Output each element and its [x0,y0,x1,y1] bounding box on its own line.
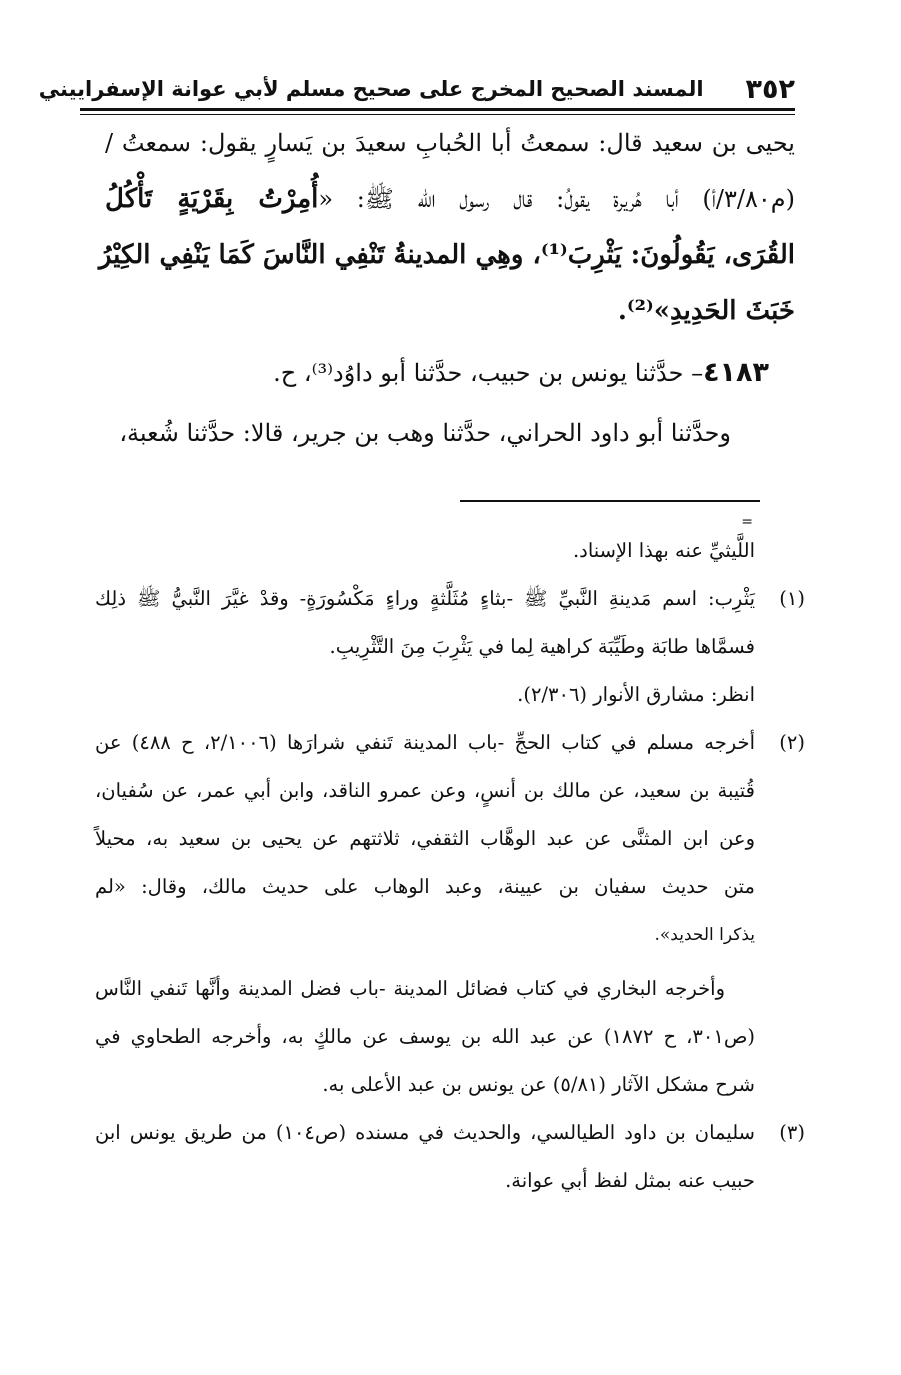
footnote-2-line-4: متن حديث سفيان بن عيينة، وعبد الوهاب على حديث مالك، وقال: «لم [95,875,755,898]
footnote-2-line-6: وأخرجه البخاري في كتاب فضائل المدينة -باب فضل المدينة وأنَّها تَنفي النَّاس [95,977,725,1000]
footnote-1-line-3: انظر: مشارق الأنوار (٢/٣٠٦). [517,683,755,706]
hadith-text-line-3: القُرَى، يَقُولُونَ: يَثْرِبَ⁽¹⁾، وهِي المدينةُ تَنْفِي النَّاسَ كَمَا يَنْفِي الكِيْرُ [98,240,795,270]
hadith-isnad-1: – حدَّثنا يونس بن حبيب، حدَّثنا أبو داوُد⁽³⁾، ح. [273,359,704,387]
hadith-number: ٤١٨٣ [703,357,769,388]
footnote-2-line-8: شرح مشكل الآثار (٥/٨١) عن يونس بن عبد الأعلى به. [322,1073,755,1096]
footnote-2-marker: (٢) [779,731,805,754]
running-header [38,72,795,106]
footnote-2-line-2: قُتيبة بن سعيد، عن مالك بن أنسٍ، وعن عمرو الناقد، وابن أبي عمر، عن سُفيان، [95,779,755,802]
footnote-2-line-1: أخرجه مسلم في كتاب الحجِّ -باب المدينة تَنفي شرارَها (٢/١٠٠٦، ح ٤٨٨) عن [95,731,755,754]
footnote-separator [460,500,760,502]
hadith-text-line-4: خَبَثَ الحَدِيدِ»⁽²⁾. [617,296,795,326]
footnote-1-marker: (١) [779,587,805,610]
footnote-3-line-1: سليمان بن داود الطيالسي، والحديث في مسنده (ص١٠٤) من طريق يونس ابن [95,1121,756,1144]
page-number: ٣٥٢ [745,73,795,105]
footnote-2-line-3: وعن ابن المثنَّى عن عبد الوهَّاب الثقفي، ثلاثتهم عن يحيى بن سعيد به، محيلاً [95,827,755,850]
hadith-text-start: أُمِرْتُ بِقَرْيَةٍ تَأْكُلُ [105,184,319,214]
footnote-3-marker: (٣) [779,1121,805,1144]
header-rule-thin [80,114,795,115]
footnote-1-line-1: يَثْرِب: اسم مَدينةِ النَّبيِّ ﷺ -بثاءٍ مُثَلَّثةٍ وراءٍ مَكْسُورَةٍ- وقدْ غيَّرَ النَّبيُّ ﷺ ذلِك [95,587,755,610]
footnote-continuation: اللَّيثيِّ عنه بهذا الإسناد. [572,539,755,562]
continuation-mark: = [741,514,753,530]
hadith-4183-line [273,354,769,392]
footnote-1-line-2: فسمَّاها طابَة وطَيِّبَة كراهية لِما في يَثْرِبَ مِنَ التَّثْرِيبِ. [329,635,755,658]
hadith-isnad-2: وحدَّثنا أبو داود الحراني، حدَّثنا وهب بن جرير، قالا: حدَّثنا شُعبة، [119,419,731,447]
main-text-line-2 [105,180,795,218]
footnote-2-line-7: (ص٣٠١، ح ١٨٧٢) عن عبد الله بن يوسف عن مالكٍ به، وأخرجه الطحاوي في [95,1025,756,1048]
header-rule-thick [80,108,795,111]
footnote-2-line-5: يذكرا الحديد». [654,925,755,945]
main-text-line-2-plain: (م٣/٨٠/أ) أبا هُريرة يقولُ: قال رسول الله ﷺ: « [318,185,796,213]
running-title: المسند الصحيح المخرج على صحيح مسلم لأبي عوانة الإسفراييني [38,77,704,101]
footnote-3-line-2: حبيب عنه بمثل لفظ أبي عوانة. [505,1169,755,1192]
main-text-line-1: يحيى بن سعيد قال: سمعتُ أبا الحُبابِ سعيدَ بن يَسارٍ يقول: سمعتُ / [105,129,795,157]
